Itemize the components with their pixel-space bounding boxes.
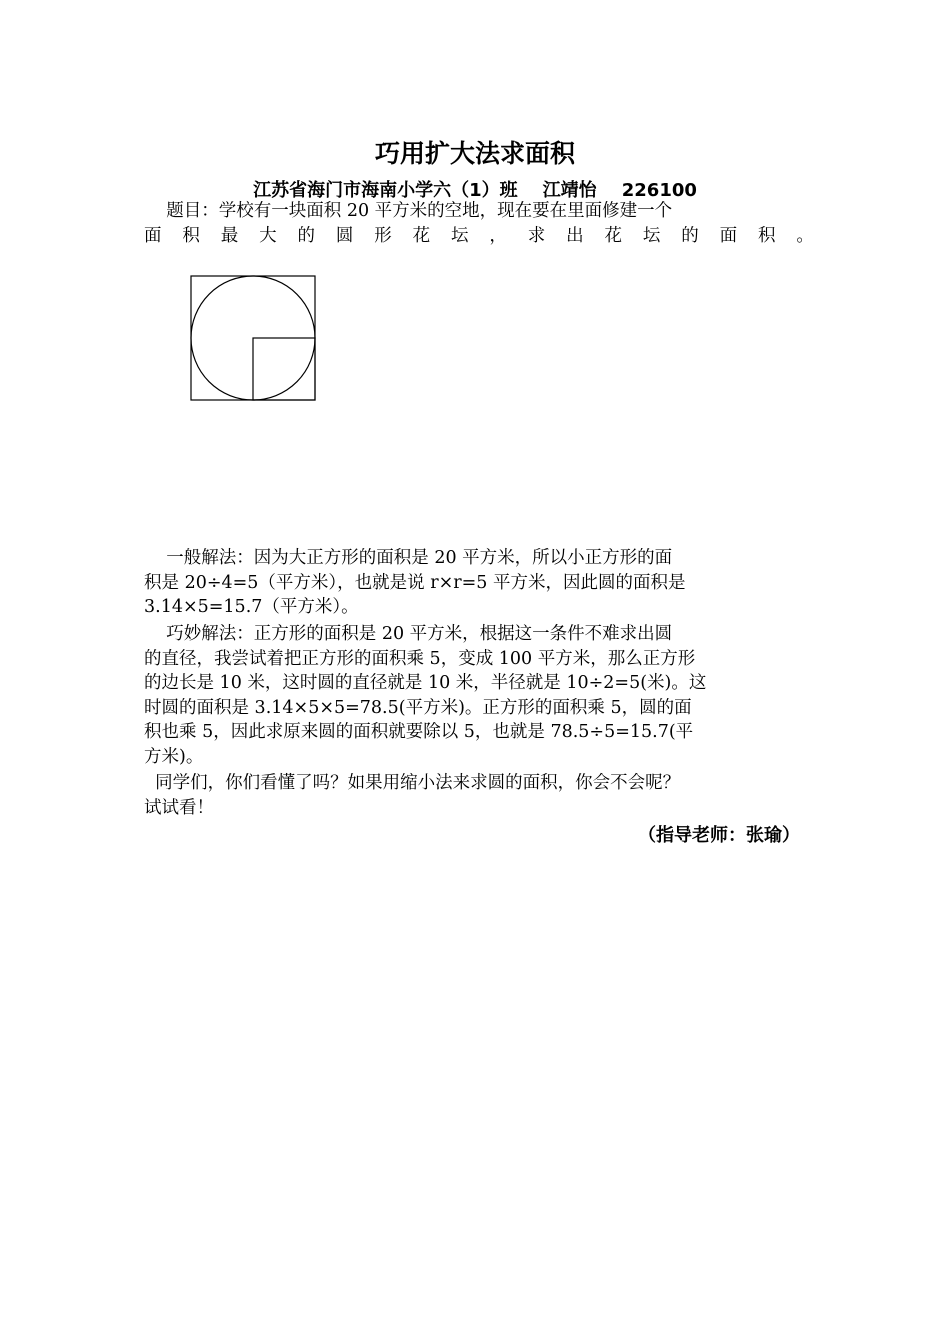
- clever-line-6: 方米)。: [144, 746, 204, 767]
- problem-line-2-char: 面: [144, 225, 162, 246]
- problem-line-2-char: 的: [681, 225, 699, 246]
- problem-line-2-char: 最: [220, 225, 239, 246]
- problem-line-2-char: 形: [374, 225, 392, 246]
- general-solution-paragraph: [144, 546, 814, 620]
- problem-line-2-char: 大: [259, 225, 277, 246]
- closing-line-1: 同学们，你们看懂了吗？如果用缩小法来求圆的面积，你会不会呢？: [144, 773, 681, 793]
- problem-line-2: [144, 224, 814, 249]
- closing-paragraph: [144, 771, 814, 820]
- general-line-2: 积是 20÷4=5（平方米），也就是说 r×r=5 平方米，因此圆的面积是: [144, 572, 686, 593]
- problem-line-2-char: 花: [412, 225, 431, 246]
- problem-line-2-char: 。: [796, 225, 814, 246]
- problem-paragraph: [144, 199, 814, 248]
- problem-line-2-char: 面: [719, 225, 738, 246]
- clever-line-5: 积也乘 5，因此求原来圆的面积就要除以 5，也就是 78.5÷5=15.7(平: [144, 722, 694, 742]
- quarter-square: [253, 338, 315, 400]
- author-byline: 江苏省海门市海南小学六（1）班 江靖怡 226100: [253, 180, 697, 201]
- document-title: 巧用扩大法求面积: [374, 139, 575, 168]
- problem-line-2-char: 坛: [451, 225, 469, 246]
- problem-line-2-char: ，: [489, 225, 507, 246]
- clever-line-1: 巧妙解法：正方形的面积是 20 平方米，根据这一条件不难求出圆: [144, 624, 673, 644]
- general-line-3: 3.14×5=15.7（平方米）。: [144, 597, 359, 617]
- teacher-signature: （指导老师：张瑜）: [638, 825, 800, 846]
- clever-solution-paragraph: [144, 622, 814, 769]
- problem-line-1: 题目：学校有一块面积 20 平方米的空地，现在要在里面修建一个: [144, 201, 673, 221]
- clever-line-3: 的边长是 10 米，这时圆的直径就是 10 米，半径就是 10÷2=5(米)。这: [144, 673, 707, 693]
- problem-line-2-char: 积: [758, 225, 776, 246]
- problem-line-2-char: 花: [604, 225, 622, 246]
- clever-line-2: 的直径，我尝试着把正方形的面积乘 5，变成 100 平方米，那么正方形: [144, 648, 696, 669]
- problem-line-2-char: 出: [566, 225, 584, 246]
- closing-line-2: 试试看！: [144, 797, 214, 818]
- clever-line-4: 时圆的面积是 3.14×5×5=78.5(平方米)。正方形的面积乘 5，圆的面: [144, 697, 692, 718]
- problem-line-2-char: 坛: [642, 225, 661, 246]
- problem-line-2-char: 圆: [335, 225, 354, 246]
- problem-line-2-char: 的: [297, 225, 315, 246]
- problem-line-2-char: 积: [182, 225, 200, 246]
- circle-in-square-figure: [190, 275, 316, 401]
- general-line-1: 一般解法：因为大正方形的面积是 20 平方米，所以小正方形的面: [144, 548, 673, 568]
- problem-line-2-char: 求: [527, 225, 546, 246]
